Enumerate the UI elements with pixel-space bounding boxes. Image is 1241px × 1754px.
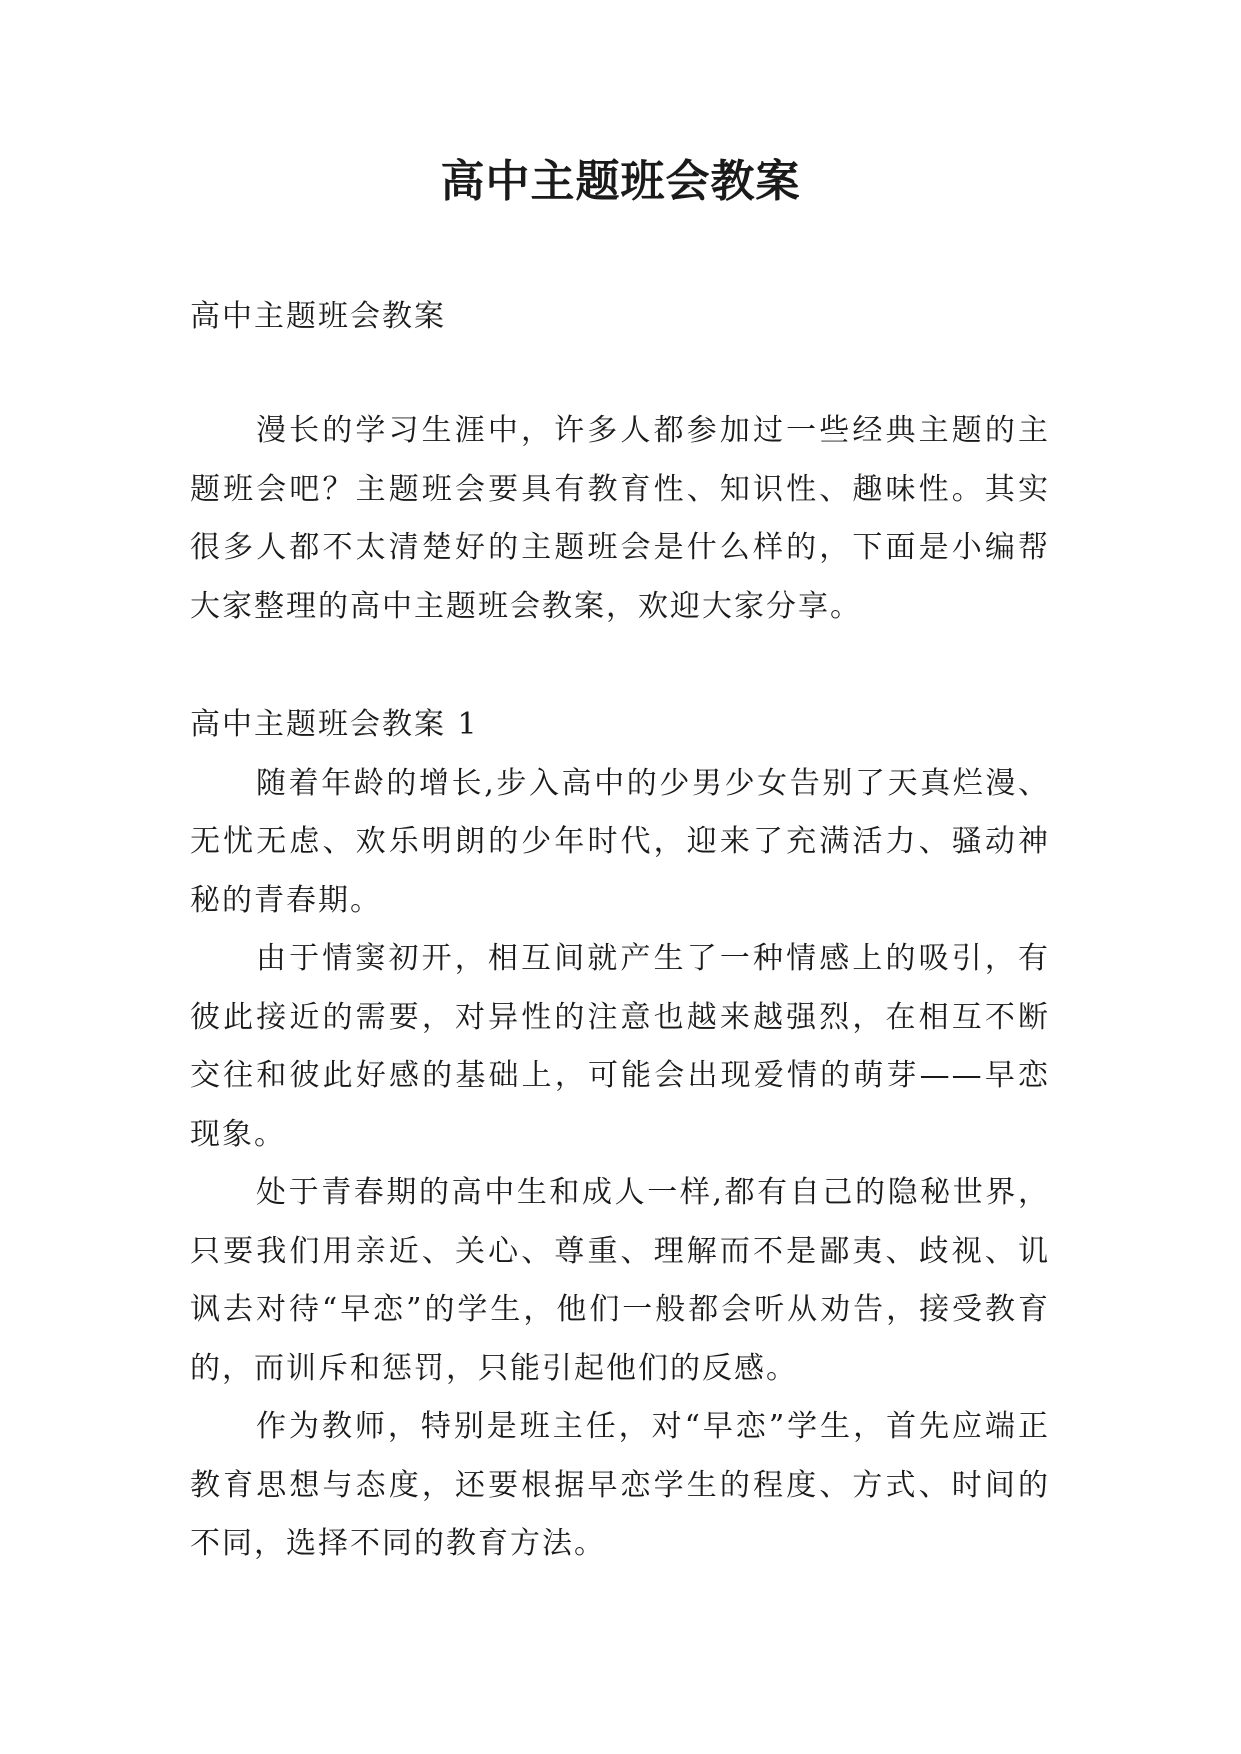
- section-1-paragraph-3: 处于青春期的高中生和成人一样,都有自己的隐秘世界，只要我们用亲近、关心、尊重、理解而不是鄙夷、歧视、讥讽去对待“早恋”的学生，他们一般都会听从劝告，接受教育的，而训斥和惩罚，只能引起他们的反感。: [190, 1175, 1050, 1386]
- section-1-heading: 高中主题班会教案 1: [190, 707, 479, 742]
- section-1-paragraph-2: 由于情窦初开，相互间就产生了一种情感上的吸引，有彼此接近的需要，对异性的注意也越来越强烈，在相互不断交往和彼此好感的基础上，可能会出现爱情的萌芽——早恋现象。: [190, 941, 1050, 1152]
- section-1: [190, 696, 1050, 1574]
- section-1-paragraph-1: 随着年龄的增长,步入高中的少男少女告别了天真烂漫、无忧无虑、欢乐明朗的少年时代，迎来了充满活力、骚动神秘的青春期。: [190, 765, 1050, 918]
- section-1-paragraph-4: 作为教师，特别是班主任，对“早恋”学生，首先应端正教育思想与态度，还要根据早恋学生的程度、方式、时间的不同，选择不同的教育方法。: [190, 1409, 1050, 1561]
- document-subtitle: 高中主题班会教案: [190, 299, 446, 334]
- intro-paragraph: 漫长的学习生涯中，许多人都参加过一些经典主题的主题班会吧？主题班会要具有教育性、知识性、趣味性。其实很多人都不太清楚好的主题班会是什么样的，下面是小编帮大家整理的高中主题班会教案，欢迎大家分享。: [190, 413, 1050, 624]
- document-title: 高中主题班会教案: [440, 156, 801, 207]
